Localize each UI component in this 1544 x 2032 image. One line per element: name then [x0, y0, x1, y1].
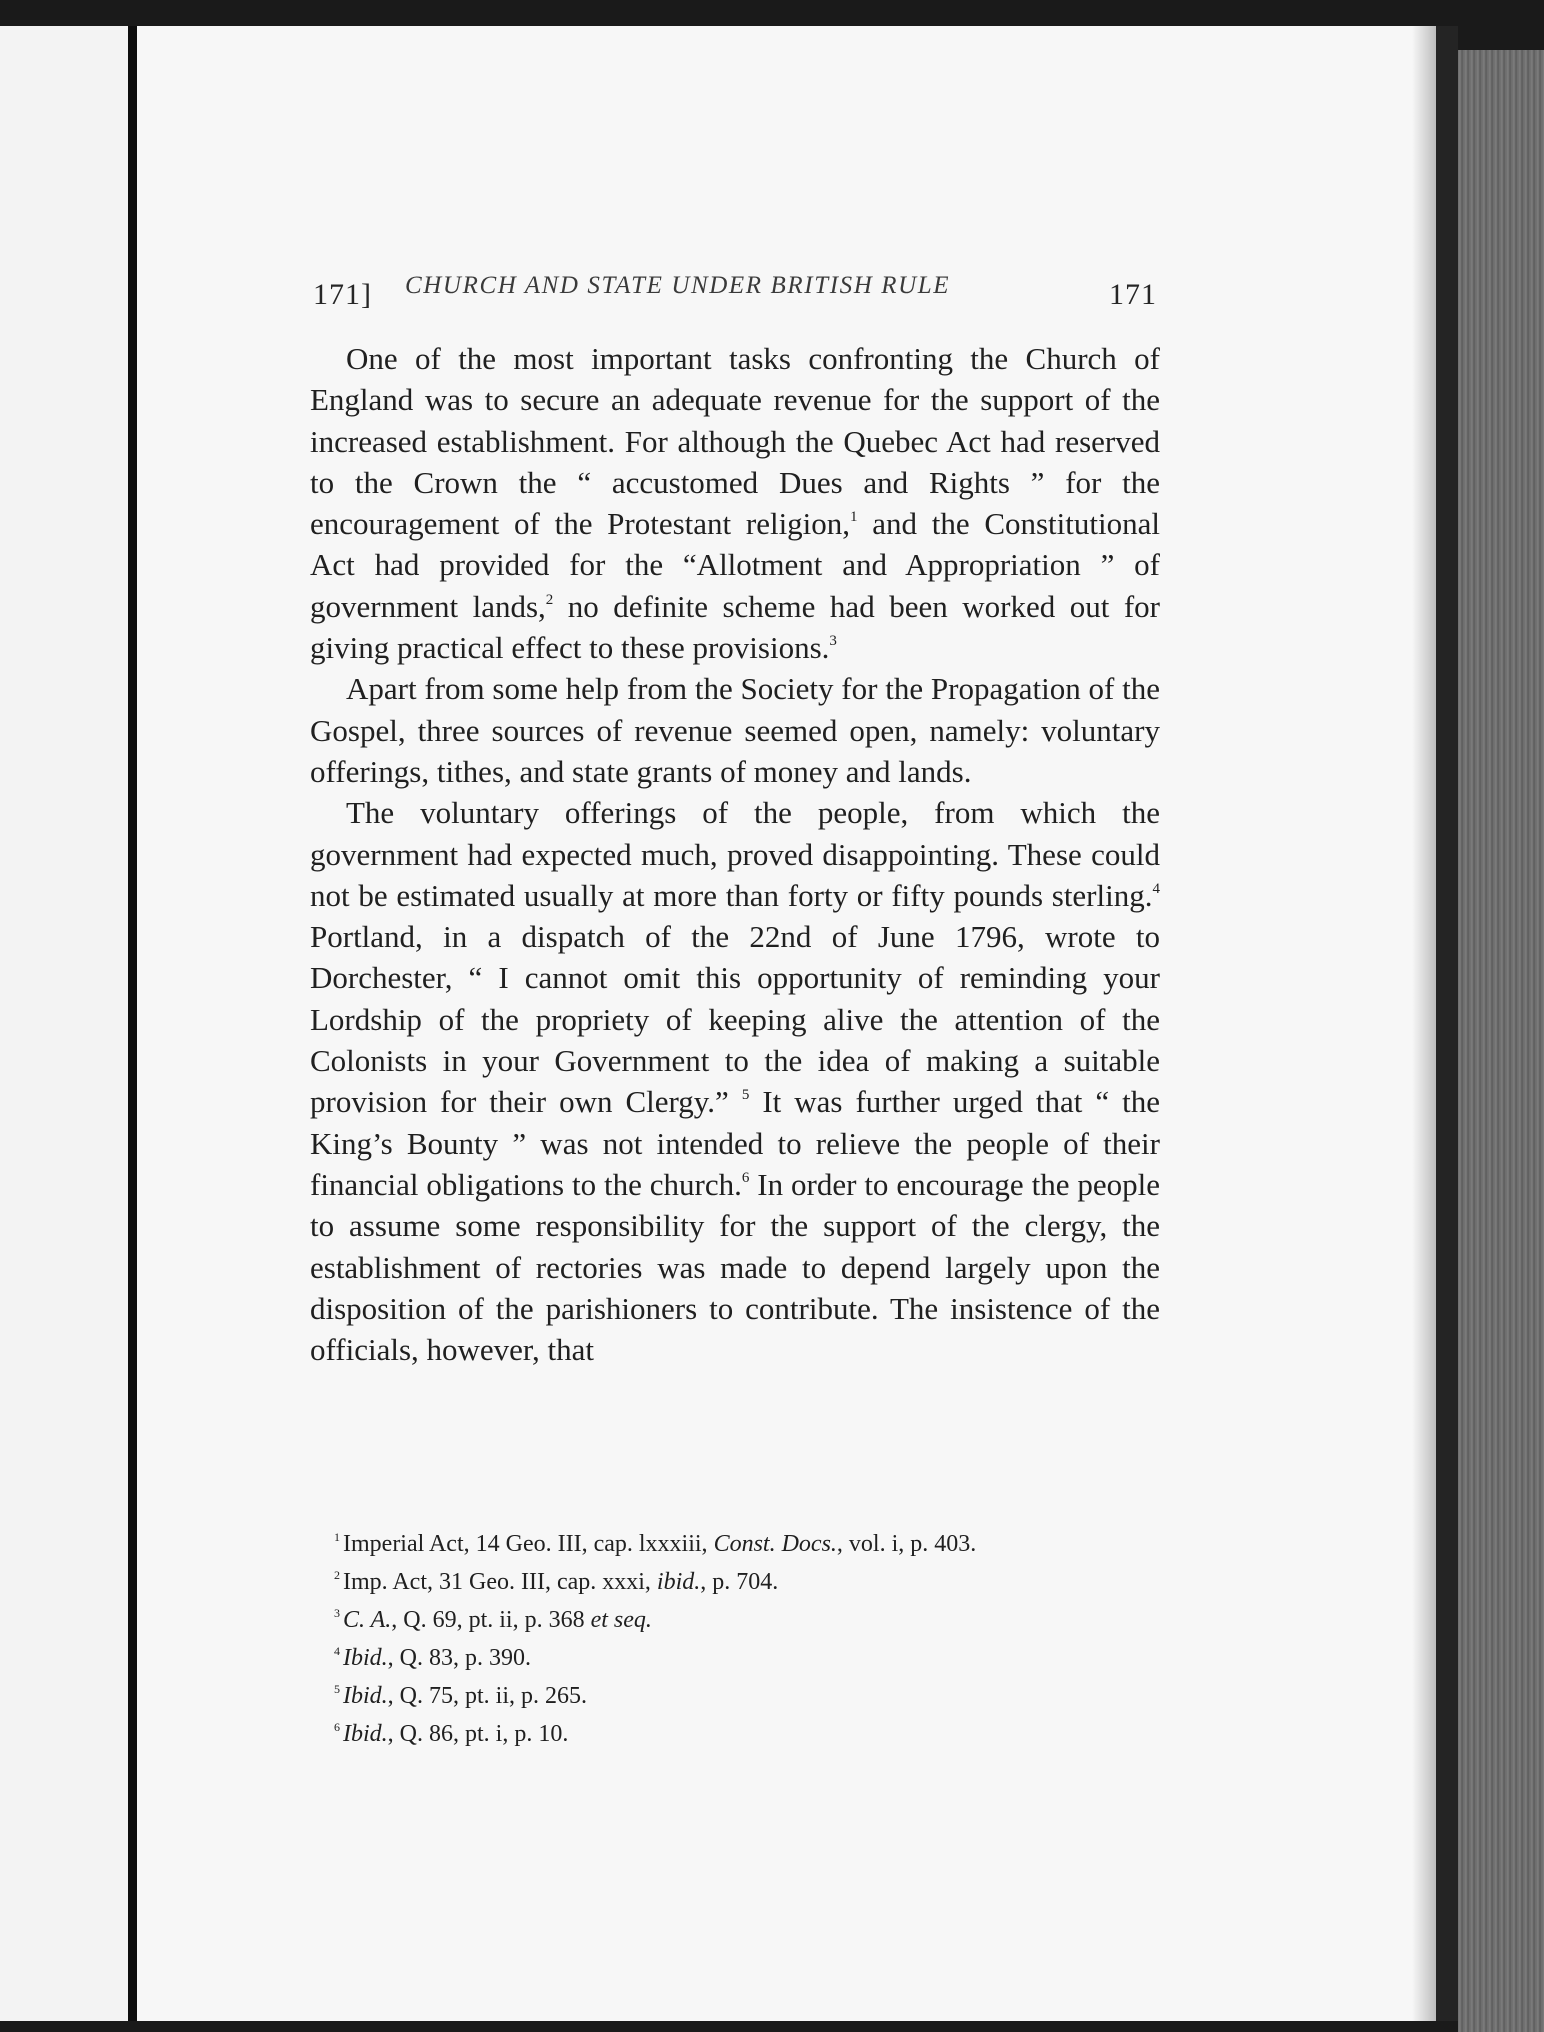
page-stack-edge [1458, 50, 1544, 2032]
footnote-marker: 1 [850, 509, 858, 526]
paragraph: One of the most important tasks confronting the Church of England was to secure an adequate revenue for the support of the increased establishment. For although the Quebec Act had reserved to the Crown the “ accustomed Dues and Rights ” for the encouragement of the Protestant religion,$^1$ and the Constitutional Act had provided for the “Allotment and Appropriation ” of government lands,$^2$ no definite scheme had been worked out for giving practical effect to these provisions.$^3$ [310, 341, 1160, 666]
italic-text: Ibid. [343, 1645, 388, 1671]
italic-text: C. A. [343, 1607, 392, 1633]
facing-page-edge [0, 26, 131, 2021]
italic-text: Const. Docs. [713, 1531, 837, 1557]
footnote-marker: 4 [334, 1644, 340, 1658]
footnote: $^5$ Ibid., Q. 75, pt. ii, p. 265. [334, 1682, 588, 1709]
paragraph: Apart from some help from the Society for the Propagation of the Gospel, three sources of revenue seemed open, namely: voluntary offerings, tithes, and state grants of money and lands. [310, 671, 1160, 789]
footnote: $^2$ Imp. Act, 31 Geo. III, cap. xxxi, ibid., p. 704. [334, 1568, 779, 1595]
footnote-marker: 5 [334, 1682, 340, 1696]
running-head [313, 272, 1157, 324]
footnote-marker: 6 [334, 1720, 340, 1734]
italic-text: Ibid. [343, 1721, 388, 1747]
footnote: $^1$ Imperial Act, 14 Geo. III, cap. lxxxiii, Const. Docs., vol. i, p. 403. [334, 1530, 977, 1557]
paragraph: The voluntary offerings of the people, from which the government had expected much, proved disappointing. These could not be estimated usually at more than forty or fifty pounds sterling.$^4$ Portland, in a dispatch of the 22nd of June 1796, wrote to Dorchester, “ I cannot omit this opportunity of reminding your Lordship of the propriety of keeping alive the attention of the Colonists in your Government to the idea of making a suitable provision for their own Clergy.” $^5$ It was further urged that “ the King’s Bounty ” was not intended to relieve the people of their financial obligations to the church.$^6$ In order to encourage the people to assume some responsibility for the support of the clergy, the establishment of rectories was made to depend largely upon the disposition of the parishioners to contribute. The insistence of the officials, however, that [310, 795, 1160, 1368]
left-folio: 171] [313, 278, 372, 311]
footnote: $^3$ C. A., Q. 69, pt. ii, p. 368 et seq. [334, 1606, 652, 1633]
running-title: CHURCH AND STATE UNDER BRITISH RULE [405, 272, 951, 299]
book-cover-edge [1436, 26, 1458, 2021]
footnote-marker: 2 [334, 1568, 340, 1582]
footnote-marker: 2 [545, 591, 554, 608]
page-number: 171 [1109, 278, 1157, 311]
footnote-marker: 3 [334, 1606, 340, 1620]
page-curl-shadow [1412, 26, 1436, 2021]
footnote-marker: 3 [829, 633, 837, 650]
italic-text: et seq. [590, 1607, 652, 1633]
italic-text: ibid. [656, 1569, 701, 1595]
footnote-marker: 6 [741, 1169, 750, 1186]
gutter-line [128, 26, 137, 2021]
body-text [310, 338, 1160, 1370]
footnote-marker: 4 [1152, 880, 1160, 897]
footnote: $^4$ Ibid., Q. 83, p. 390. [334, 1644, 532, 1671]
footnote-marker: 1 [334, 1530, 340, 1544]
footnote: $^6$ Ibid., Q. 86, pt. i, p. 10. [334, 1720, 569, 1747]
footnote-marker: 5 [741, 1087, 750, 1104]
italic-text: Ibid. [343, 1683, 388, 1709]
footnotes [334, 1525, 1154, 1753]
